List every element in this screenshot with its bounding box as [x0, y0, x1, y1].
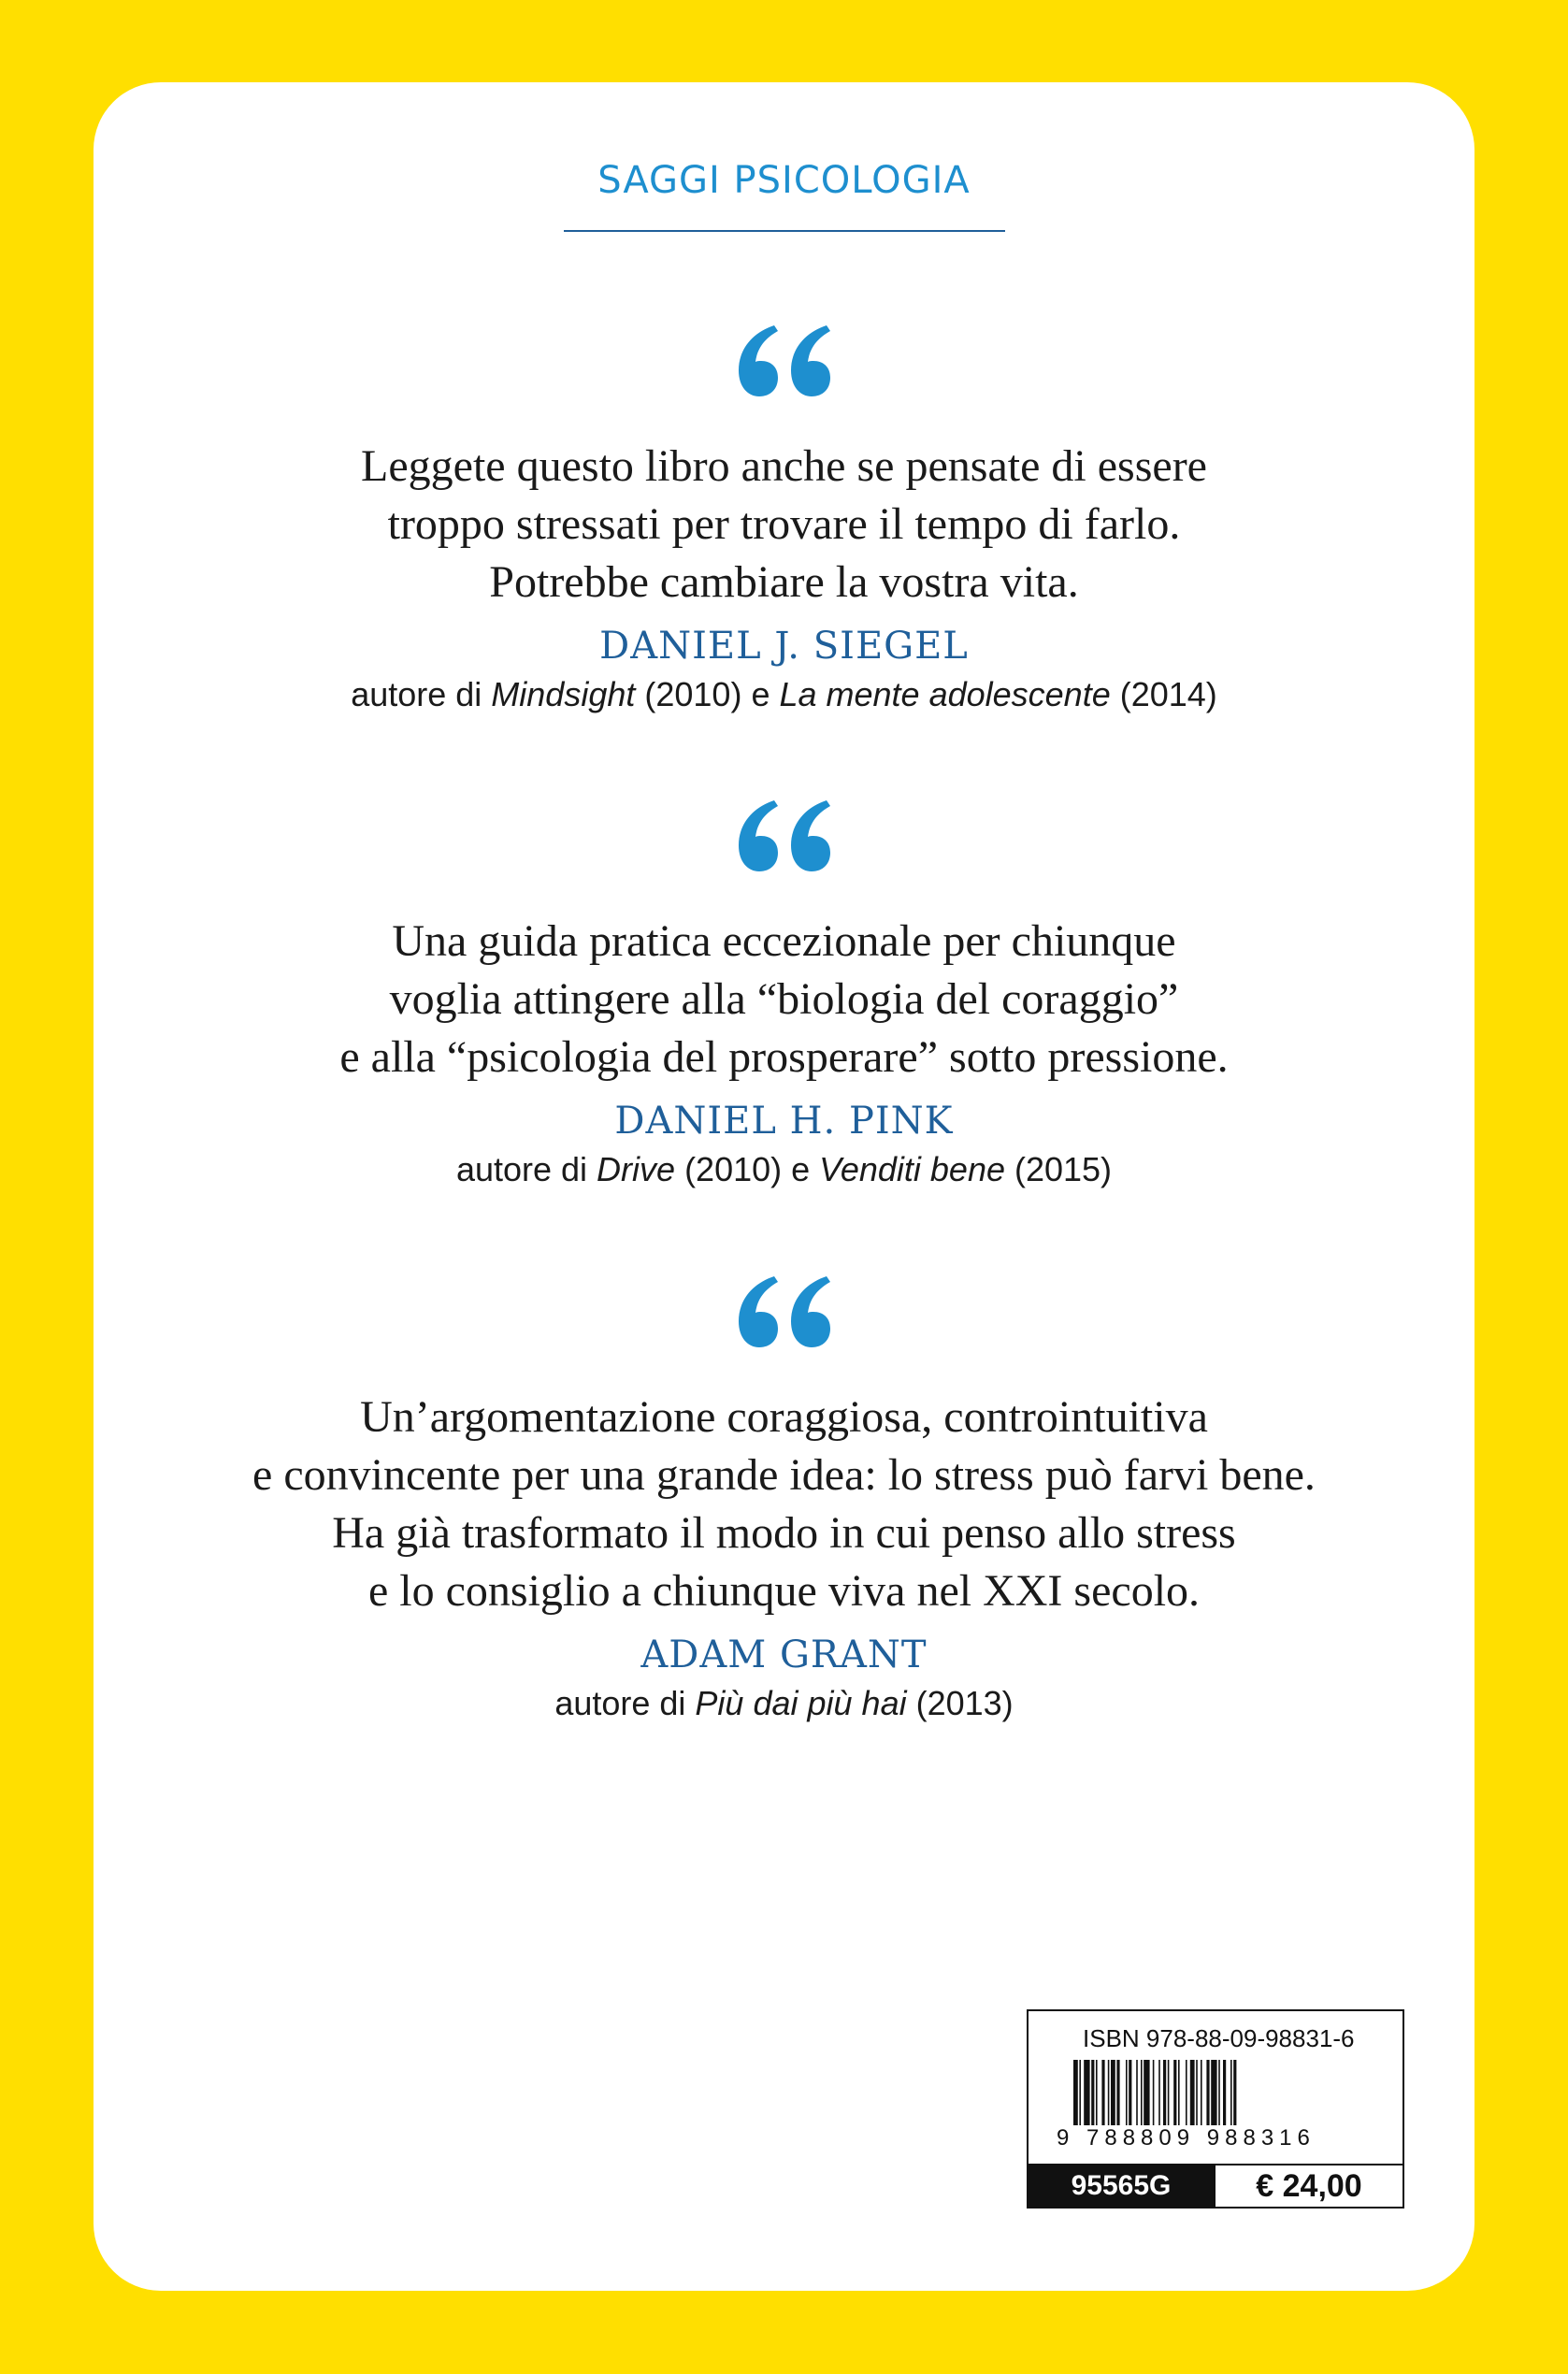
price: € 24,00: [1214, 2165, 1403, 2207]
barcode-bar: [1101, 2060, 1104, 2125]
work-title: Più dai più hai: [695, 1684, 907, 1722]
barcode-bar: [1233, 2060, 1236, 2125]
quote-line: Un’argomentazione coraggiosa, controintuitiva: [360, 1392, 1208, 1442]
work-year: (2014): [1110, 675, 1217, 713]
barcode-bar: [1079, 2060, 1081, 2125]
barcode-bar: [1230, 2060, 1232, 2125]
barcode-bar: [1108, 2060, 1110, 2125]
quote-block-1: [0, 318, 1568, 714]
work-title: La mente adolescente: [779, 675, 1111, 713]
barcode-bar: [1196, 2060, 1198, 2125]
barcode-bar: [1158, 2060, 1160, 2125]
series-label: SAGGI PSICOLOGIA: [597, 159, 971, 202]
work-title: Venditi bene: [819, 1150, 1005, 1188]
quote-line: e convincente per una grande idea: lo stress può farvi bene.: [252, 1450, 1316, 1500]
product-code: 95565G: [1029, 2165, 1214, 2207]
quote-author: DANIEL J. SIEGEL: [599, 625, 969, 668]
barcode-bar: [1173, 2060, 1176, 2125]
quote-line: troppo stressati per trovare il tempo di farlo.: [387, 499, 1181, 549]
barcode-bar: [1073, 2060, 1078, 2125]
quote-line: e alla “psicologia del prosperare” sotto pressione.: [339, 1032, 1229, 1082]
barcode-bar: [1096, 2060, 1098, 2125]
works-prefix: autore di: [554, 1684, 696, 1722]
author-works: [0, 675, 1568, 714]
isbn-label: ISBN 978-88-09-98831-6: [1083, 2024, 1355, 2052]
open-quote-icon: [733, 318, 836, 402]
quote-line: voglia attingere alla “biologia del coraggio”: [389, 974, 1179, 1024]
barcode-bar: [1168, 2060, 1170, 2125]
quote-line: Ha già trasformato il modo in cui penso allo stress: [332, 1508, 1236, 1558]
barcode-bar: [1218, 2060, 1220, 2125]
series-divider: [564, 230, 1005, 232]
code-price-row: [1029, 2164, 1403, 2207]
quote-text: [0, 1388, 1568, 1620]
quote-line: Potrebbe cambiare la vostra vita.: [489, 557, 1079, 607]
work-title: Mindsight: [491, 675, 636, 713]
barcode-bar: [1116, 2060, 1119, 2125]
work-title: Drive: [597, 1150, 676, 1188]
quote-author: DANIEL H. PINK: [614, 1100, 954, 1143]
barcode-bar: [1186, 2060, 1187, 2125]
barcode-bar: [1211, 2060, 1216, 2125]
barcode-bar: [1144, 2060, 1149, 2125]
quote-line: Una guida pratica eccezionale per chiunque: [392, 916, 1176, 966]
quote-text: [0, 438, 1568, 611]
quote-line: Leggete questo libro anche se pensate di essere: [361, 441, 1207, 491]
barcode-bar: [1153, 2060, 1155, 2125]
quote-line: e lo consiglio a chiunque viva nel XXI secolo.: [367, 1566, 1201, 1616]
quote-block-3: [0, 1269, 1568, 1723]
author-works: [0, 1150, 1568, 1189]
barcode-bar: [1091, 2060, 1094, 2125]
barcode-bar: [1141, 2060, 1143, 2125]
work-year: (2013): [906, 1684, 1014, 1722]
barcode-bar: [1129, 2060, 1131, 2125]
work-year: (2015): [1004, 1150, 1113, 1188]
barcode-bar: [1111, 2060, 1115, 2125]
barcode-bar: [1206, 2060, 1209, 2125]
barcode-bar: [1126, 2060, 1128, 2125]
barcode-bar: [1190, 2060, 1195, 2125]
work-year: (2010) e: [675, 1150, 820, 1188]
work-year: (2010) e: [635, 675, 780, 713]
works-prefix: autore di: [351, 675, 492, 713]
quote-author: ADAM GRANT: [640, 1633, 928, 1676]
quote-block-2: [0, 793, 1568, 1189]
barcode-bar: [1163, 2060, 1166, 2125]
open-quote-icon: [733, 1269, 836, 1353]
barcode-bars: [1073, 2060, 1354, 2125]
barcode-box: [1027, 2009, 1404, 2209]
barcode-digits: 9 788809 988316: [1057, 2125, 1316, 2151]
works-prefix: autore di: [455, 1150, 597, 1188]
open-quote-icon: [733, 793, 836, 877]
author-works: [0, 1684, 1568, 1723]
barcode-bar: [1136, 2060, 1138, 2125]
barcode-bar: [1084, 2060, 1089, 2125]
barcode-bar: [1178, 2060, 1180, 2125]
barcode-bar: [1223, 2060, 1226, 2125]
quote-text: [0, 913, 1568, 1086]
barcode-bar: [1201, 2060, 1202, 2125]
